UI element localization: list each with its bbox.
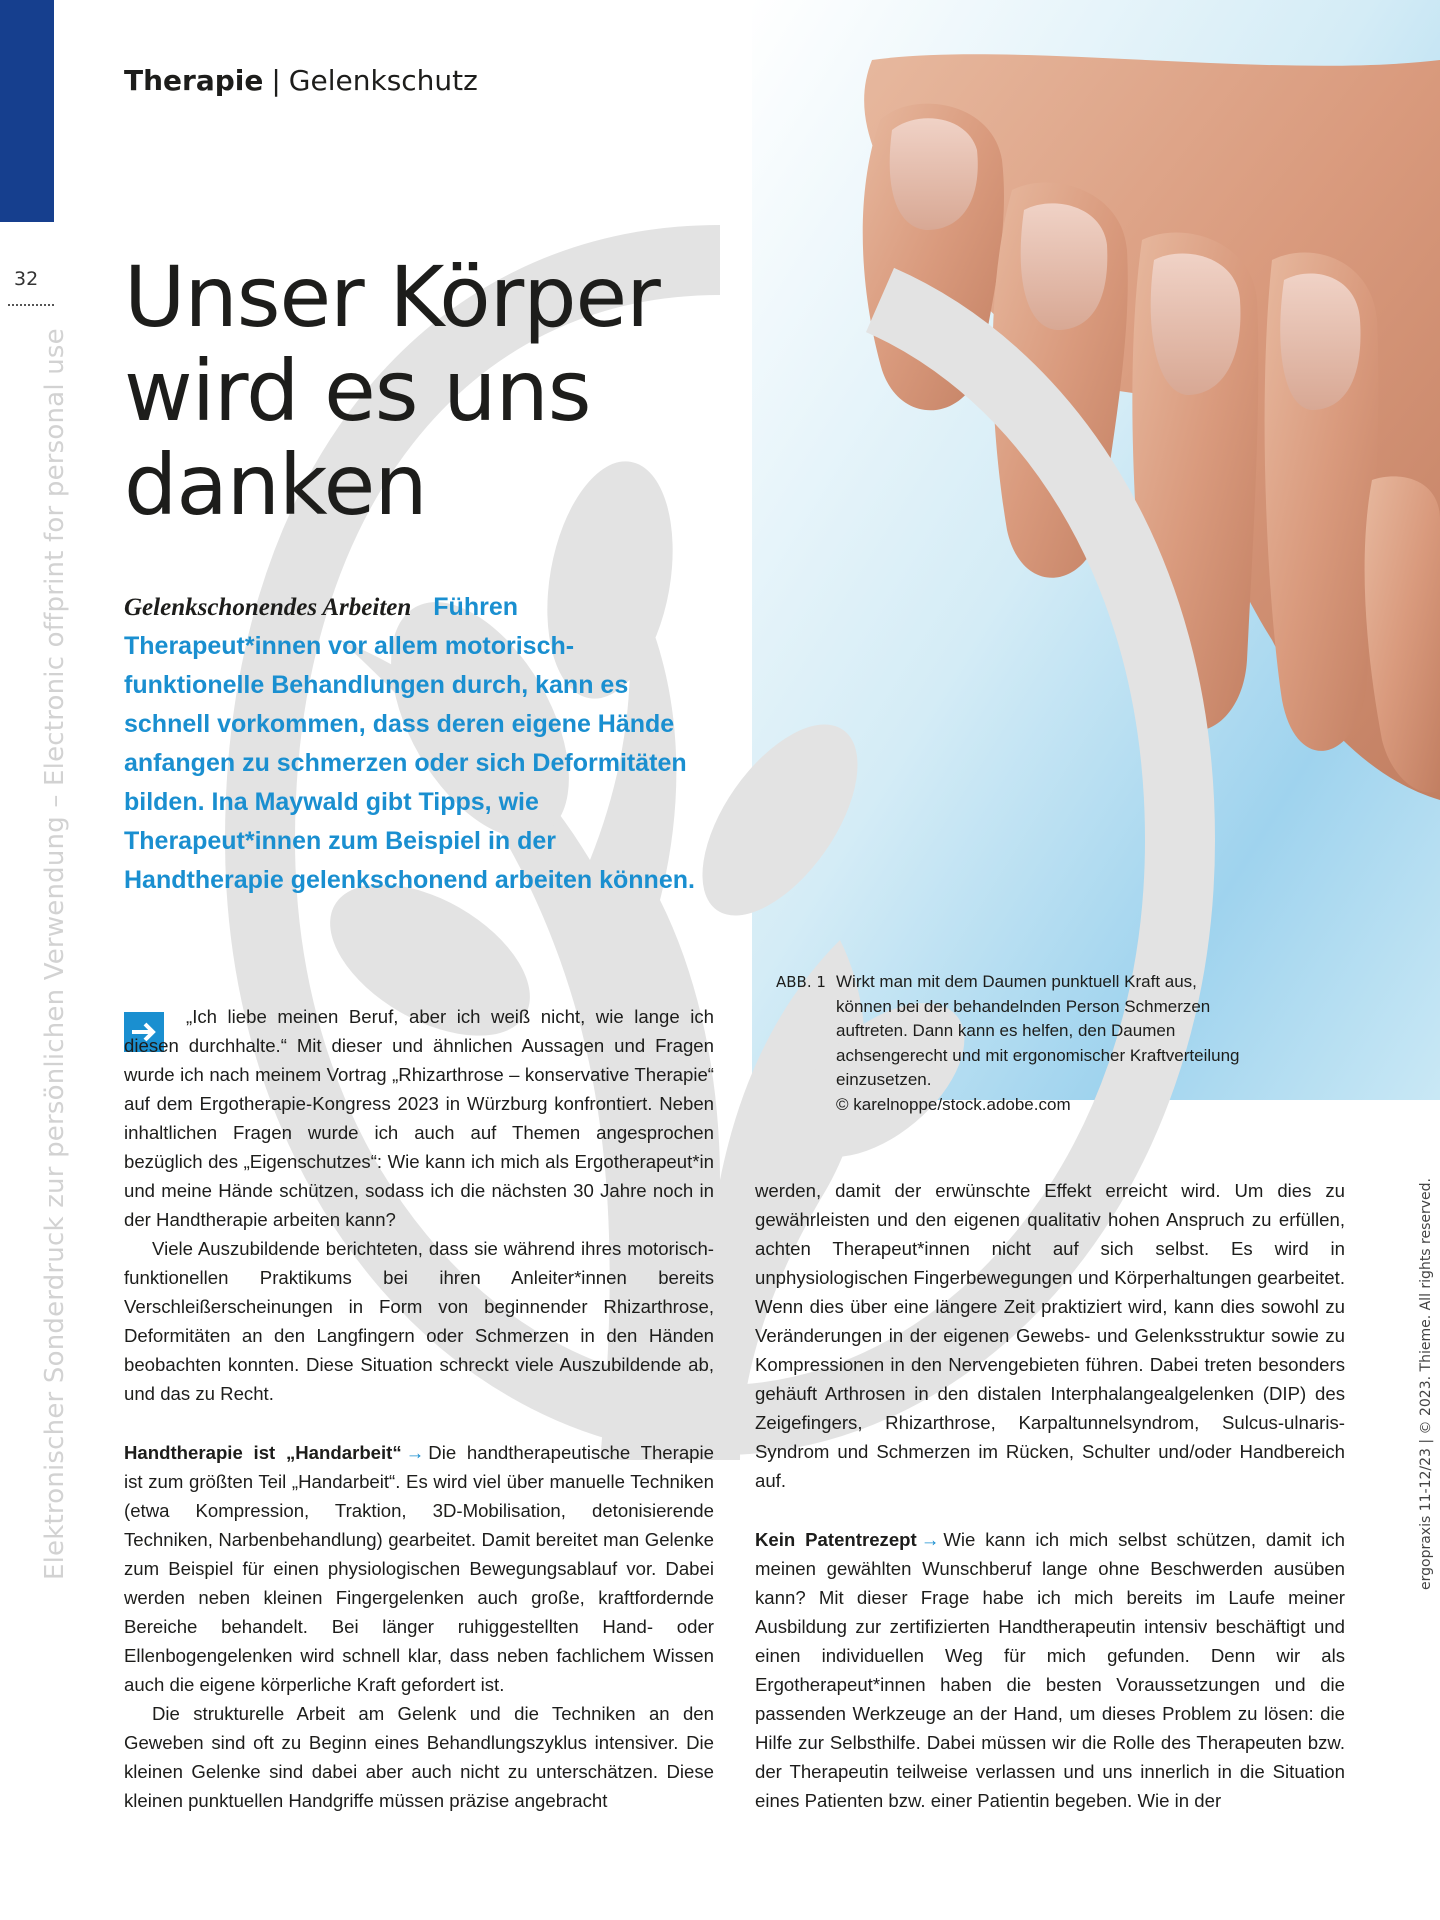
offprint-notice: Elektronischer Sonderdruck zur persönlichen Verwendung – Electronic offprint for personal use	[40, 328, 70, 1580]
body-column-right	[755, 1176, 1345, 1815]
body-paragraph: Die strukturelle Arbeit am Gelenk und die Techniken an den Geweben sind oft zu Beginn eines Behandlungszyklus intensiver. Die kleinen Gelenke sind dabei aber auch nicht zu unterschätzen. Diese kleinen punktuellen Handgriffe müssen präzise angebracht	[124, 1703, 714, 1811]
subhead-arrow-icon: →	[920, 1529, 940, 1550]
subheading: Kein Patentrezept	[755, 1529, 917, 1550]
body-paragraph: Viele Auszubildende berichteten, dass sie während ihres motorisch-funktionellen Praktikums bei ihren Anleiter*innen bereits Verschleißerscheinungen in Form von beginnender Rhizarthrose, Deformitäten an den Langfingern oder Schmerzen in den Händen beobachten konnten. Diese Situation schreckt viele Auszubildende ab, und das zu Recht.	[124, 1238, 714, 1404]
article-lead	[124, 588, 714, 900]
title-line: Unser Körper	[124, 248, 660, 346]
subsection-name: Gelenkschutz	[288, 64, 478, 97]
lead-kicker: Gelenkschonendes Arbeiten	[124, 594, 412, 621]
image-credit: © karelnoppe/stock.adobe.com	[836, 1094, 1071, 1114]
figure-caption	[776, 970, 1256, 1117]
figure-label: ABB. 1	[776, 973, 826, 991]
section-header	[124, 64, 478, 97]
subhead-arrow-icon: →	[405, 1442, 425, 1463]
section-name: Therapie	[124, 64, 264, 97]
caption-text: Wirkt man mit dem Daumen punktuell Kraft aus, können bei der behandelnden Person Schmerzen auftreten. Dann kann es helfen, den Daumen achsengerecht und mit ergonomischer Kraftverteilung einzusetzen.	[836, 972, 1240, 1089]
body-paragraph: „Ich liebe meinen Beruf, aber ich weiß nicht, wie lange ich diesen durchhalte.“ Mit dieser und ähnlichen Aussagen und Fragen wurde ich nach meinem Vortrag „Rhizarthrose – konservative Therapie“ auf dem Ergotherapie-Kongress 2023 in Würzburg konfrontiert. Neben inhaltlichen Fragen wurde ich auch auf Themen angesprochen bezüglich des „Eigenschutzes“: Wie kann ich mich als Ergotherapeut*in und meine Hände schützen, sodass ich die nächsten 30 Jahre noch in der Handtherapie arbeiten kann?	[124, 1006, 714, 1230]
lead-text: Führen Therapeut*innen vor allem motorisch-funktionelle Behandlungen durch, kann es schnell vorkommen, dass deren eigene Hände anfangen zu schmerzen oder sich Deformitäten bilden. Ina Maywald gibt Tipps, wie Therapeut*innen zum Beispiel in der Handtherapie gelenkschonend arbeiten können.	[124, 593, 695, 894]
body-column-left	[124, 1002, 714, 1815]
title-line: danken	[124, 436, 427, 534]
sidebar-color-bar	[0, 0, 54, 222]
article-title	[124, 250, 744, 532]
page-number: 32	[14, 268, 39, 290]
journal-copyright: ergopraxis 11-12/23 | © 2023. Thieme. All rights reserved.	[1418, 1177, 1434, 1590]
body-paragraph: Handtherapie ist „Handarbeit“ → Die handtherapeutische Therapie ist zum größten Teil „Handarbeit“. Es wird viel über manuelle Techniken (etwa Kompression, Traktion, 3D-Mobilisation, detonisierende Techniken, Narbenbehandlung) gearbeitet. Damit bereitet man Gelenke zum Beispiel für einen physiologischen Bewegungsablauf vor. Dabei werden neben kleinen Fingergelenken auch große, kraftfordernde Bereiche behandelt. Bei länger ruhiggestellten Hand- oder Ellenbogengelenken wird schnell klar, dass neben fachlichem Wissen auch die eigene körperliche Kraft gefordert ist.	[124, 1442, 714, 1695]
body-paragraph: werden, damit der erwünschte Effekt erreicht wird. Um dies zu gewährleisten und den eigenen qualitativ hohen Anspruch zu erfüllen, achten Therapeut*innen nicht auf sich selbst. Es wird in unphysiologischen Fingerbewegungen und Körperhaltungen gearbeitet. Wenn dies über eine längere Zeit praktiziert wird, kann dies sowohl zu Veränderungen in der eigenen Gewebs- und Gelenksstruktur sowie zu Kompressionen in den Nervengebieten führen. Dabei treten besonders gehäuft Arthrosen in den distalen Interphalangealgelenken (DIP) des Zeigefingers, Rhizarthrose, Karpaltunnelsyndrom, Sulcus-ulnaris-Syndrom und Schmerzen im Rücken, Schulter und/oder Handbereich auf.	[755, 1180, 1345, 1491]
section-separator: |	[271, 64, 281, 97]
title-line: wird es uns	[124, 342, 591, 440]
body-paragraph: Kein Patentrezept → Wie kann ich mich selbst schützen, damit ich meinen gewählten Wunschberuf lange ohne Beschwerden ausüben kann? Mit dieser Frage habe ich mich bereits im Laufe meiner Ausbildung zur zertifizierten Handtherapeutin intensiv beschäftigt und einen individuellen Weg für mich gefunden. Denn wir als Ergotherapeut*innen haben die besten Voraussetzungen und die passenden Werkzeuge an der Hand, um dieses Problem zu lösen: die Hilfe zur Selbsthilfe. Dabei müssen wir die Rolle des Therapeuten bzw. der Therapeutin teilweise verlassen und uns innerlich in die Situation eines Patienten bzw. einer Patientin begeben. Wie in der	[755, 1529, 1345, 1811]
subheading: Handtherapie ist „Handarbeit“	[124, 1442, 402, 1463]
page-number-divider	[8, 304, 54, 306]
